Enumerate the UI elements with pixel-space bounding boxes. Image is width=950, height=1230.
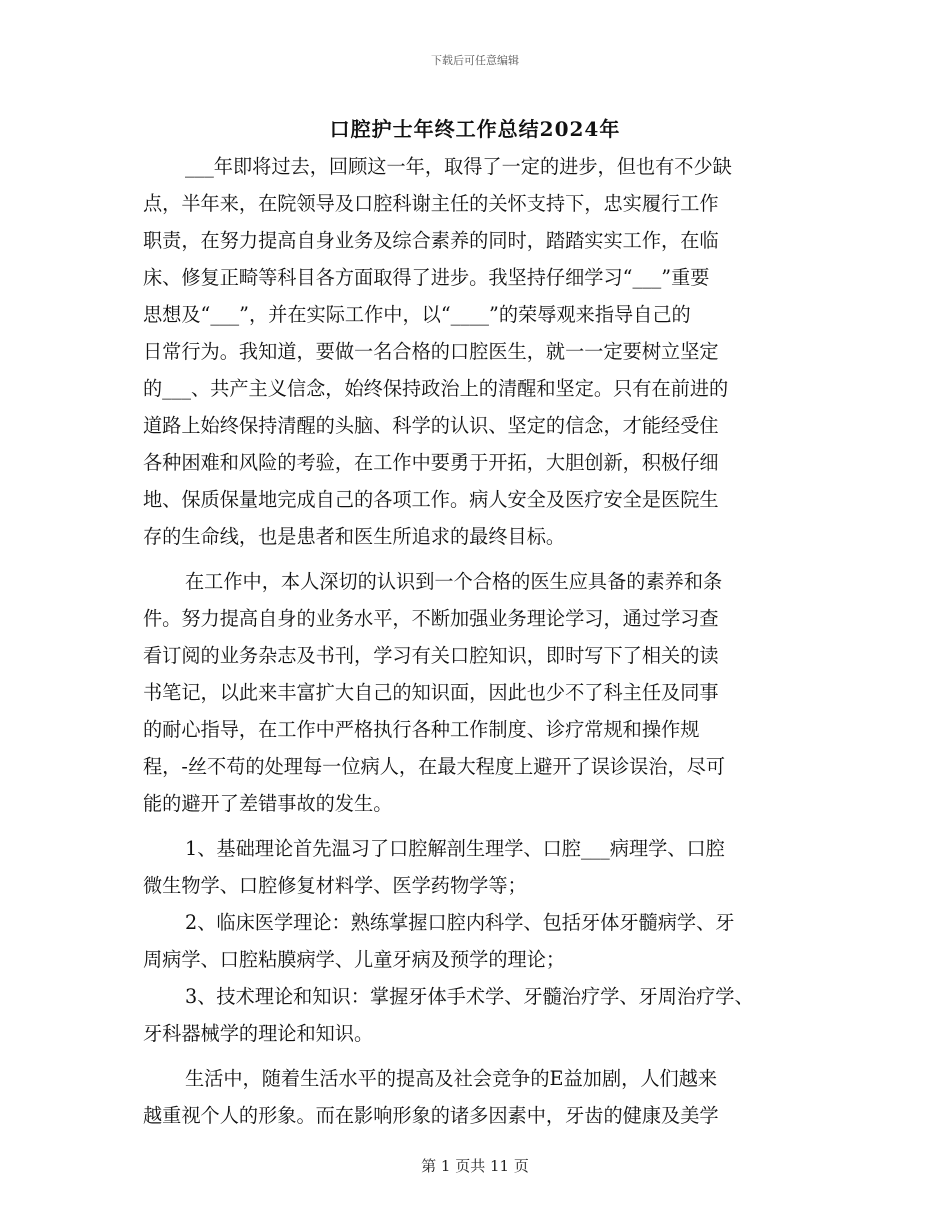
paragraph-line: 的___、共产主义信念，始终保持政治上的清醒和坚定。只有在前进的	[143, 377, 729, 400]
paragraph-line: 微生物学、口腔修复材料学、医学药物学等；	[143, 874, 527, 897]
paragraph-line: 2、临床医学理论：熟练掌握口腔内科学、包括牙体牙髓病学、牙	[185, 911, 735, 934]
paragraph-line: 1、基础理论首先温习了口腔解剖生理学、口腔___病理学、口腔	[185, 837, 725, 860]
paragraph-line: 思想及“___”，并在实际工作中，以“____”的荣辱观来指导自己的	[143, 303, 691, 326]
paragraph-line: 看订阅的业务杂志及书刊，学习有关口腔知识，即时写下了相关的读	[143, 644, 719, 667]
paragraph-line: 越重视个人的形象。而在影响形象的诸多因素中，牙齿的健康及美学	[143, 1104, 719, 1127]
paragraph	[143, 563, 813, 822]
paragraph-line: 日常行为。我知道，要做一名合格的口腔医生，就一一定要树立坚定	[143, 340, 719, 363]
paragraph-line: 各种困难和风险的考验，在工作中要勇于开拓，大胆创新，积极仔细	[143, 451, 719, 474]
paragraph-line: ___年即将过去，回顾这一年，取得了一定的进步，但也有不少缺	[185, 155, 732, 178]
paragraph-line: 牙科器械学的理论和知识。	[143, 1022, 374, 1045]
paragraph	[143, 1060, 813, 1134]
page-number: 第 1 页共 11 页	[421, 1157, 529, 1175]
paragraph-line: 存的生命线，也是患者和医生所追求的最终目标。	[143, 525, 566, 548]
paragraph-line: 点，半年来，在院领导及口腔科谢主任的关怀支持下，忠实履行工作	[143, 192, 719, 215]
paragraph-line: 的耐心指导，在工作中严格执行各种工作制度、诊疗常规和操作规	[143, 718, 700, 741]
paragraph-line: 地、保质保量地完成自己的各项工作。病人安全及医疗安全是医院生	[143, 488, 719, 511]
paragraph-line: 书笔记，以此来丰富扩大自己的知识面，因此也少不了科主任及同事	[143, 681, 719, 704]
paragraph-line: 件。努力提高自身的业务水平，不断加强业务理论学习，通过学习查	[143, 607, 719, 630]
paragraph-gap	[143, 1052, 813, 1060]
paragraph-line: 程，-丝不苟的处理每一位病人，在最大程度上避开了误诊误治，尽可	[143, 755, 726, 778]
paragraph	[143, 148, 813, 555]
document-body	[143, 148, 813, 1134]
document-title: 口腔护士年终工作总结2024年	[329, 117, 621, 141]
paragraph-line: 能的避开了差错事故的发生。	[143, 792, 393, 815]
paragraph-gap	[143, 555, 813, 563]
paragraph-line: 道路上始终保持清醒的头脑、科学的认识、坚定的信念，才能经受住	[143, 414, 719, 437]
paragraph-line: 职责，在努力提高自身业务及综合素养的同时，踏踏实实工作，在临	[143, 229, 719, 252]
paragraph	[143, 904, 813, 978]
paragraph-line: 周病学、口腔粘膜病学、儿童牙病及预学的理论；	[143, 948, 566, 971]
paragraph-gap	[143, 822, 813, 830]
paragraph-line: 3、技术理论和知识：掌握牙体手术学、牙髓治疗学、牙周治疗学、	[185, 985, 754, 1008]
paragraph-line: 生活中，随着生活水平的提高及社会竞争的E益加剧，人们越来	[185, 1067, 718, 1090]
paragraph-line: 在工作中，本人深切的认识到一个合格的医生应具备的素养和条	[185, 570, 723, 593]
header-note: 下载后可任意编辑	[431, 54, 519, 67]
paragraph	[143, 978, 813, 1052]
paragraph-line: 床、修复正畸等科目各方面取得了进步。我坚持仔细学习“___”重要	[143, 266, 710, 289]
paragraph	[143, 830, 813, 904]
